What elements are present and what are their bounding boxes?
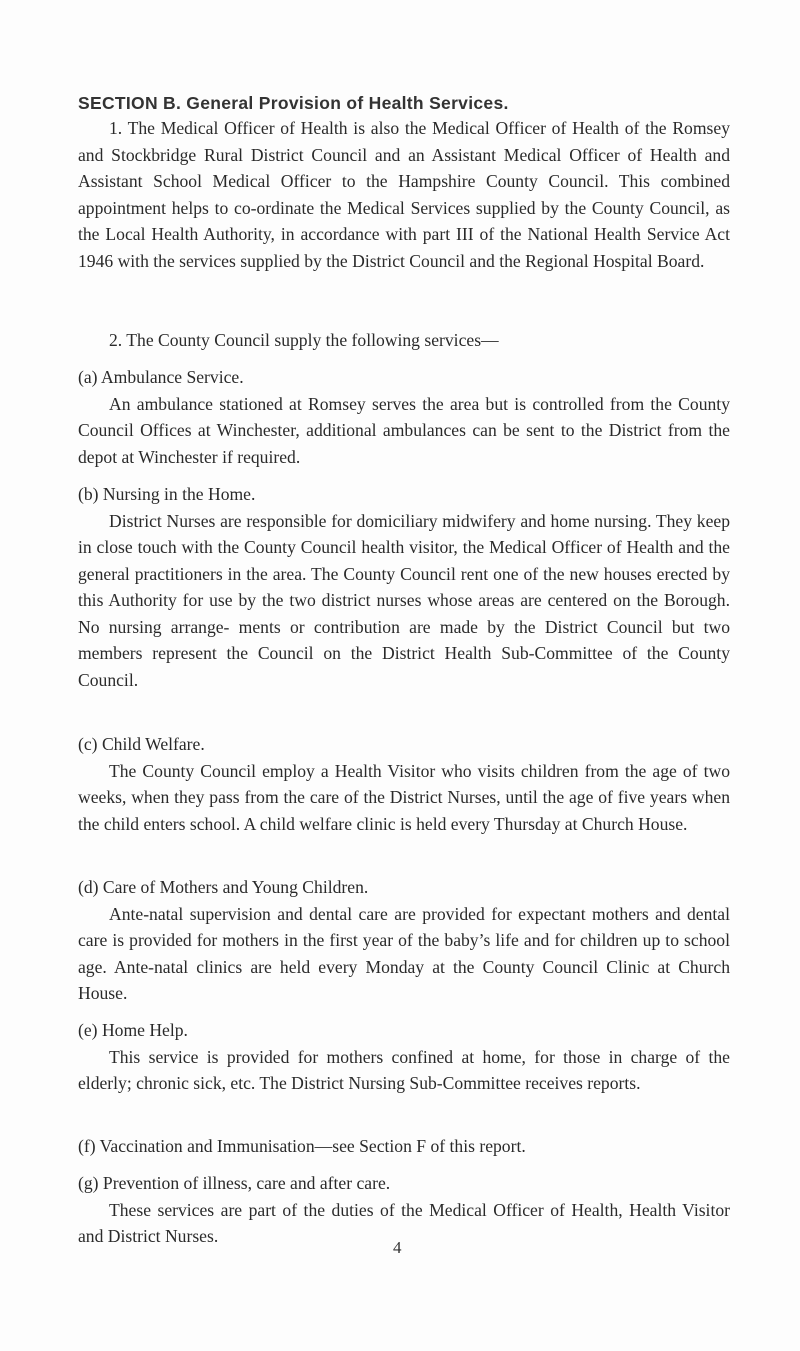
service-body: These services are part of the duties of the Medical Officer of Health, Health Visitor and District Nurses.	[78, 1199, 730, 1246]
service-label: (g)	[78, 1173, 99, 1193]
service-title: Prevention of illness, care and after care.	[102, 1173, 391, 1193]
service-heading	[78, 364, 730, 391]
service-vaccination	[78, 1133, 730, 1160]
service-heading	[78, 481, 730, 508]
page-number: 4	[393, 1238, 402, 1257]
service-label: (c)	[78, 734, 98, 754]
service-heading	[78, 1170, 730, 1197]
service-label: (e)	[78, 1020, 98, 1040]
service-title: Nursing in the Home.	[102, 484, 256, 504]
service-title: Ambulance Service.	[100, 367, 244, 387]
paragraph-2: 2. The County Council supply the following services—	[109, 330, 499, 350]
service-label: (f)	[78, 1136, 96, 1156]
service-label: (d)	[78, 877, 99, 897]
service-mothers-children	[78, 874, 730, 1007]
service-title: Child Welfare.	[101, 734, 205, 754]
service-body: District Nurses are responsible for domiciliary midwifery and home nursing. They keep in close touch with the County Council health visitor, the Medical Officer of Health and the general practitioners in the area. The County Council rent one of the new houses erected by this Authority for use by the two district nurses whose areas are centered on the Borough. No nursing arrange- ments or contribution are made by the District Council but two members represent the Council on the District Health Sub-Committee of the County Council.	[78, 510, 730, 690]
service-title: Vaccination and Immunisation—see Section F of this report.	[99, 1136, 526, 1156]
service-heading	[78, 731, 730, 758]
service-home-help	[78, 1017, 730, 1097]
service-label: (b)	[78, 484, 99, 504]
service-title: Care of Mothers and Young Children.	[102, 877, 369, 897]
service-heading	[78, 874, 730, 901]
section-heading: SECTION B. General Provision of Health Services.	[78, 93, 509, 113]
service-ambulance	[78, 364, 730, 470]
service-body: An ambulance stationed at Romsey serves the area but is controlled from the County Council Offices at Winchester, additional ambulances can be sent to the District from the depot at Winchester if required.	[78, 393, 730, 467]
service-body: Ante-natal supervision and dental care are provided for expectant mothers and dental care is provided for mothers in the first year of the baby’s life and for children up to school age. Ante-natal clinics are held every Monday at the County Council Clinic at Church House.	[78, 903, 730, 1003]
paragraph-1: 1. The Medical Officer of Health is also the Medical Officer of Health of the Romsey and Stockbridge Rural District Council and an Assistant Medical Officer of Health and Assistant School Medical Officer to the Hampshire County Council. This combined appointment helps to co-ordinate the Medical Services supplied by the County Council, as the Local Health Authority, in accordance with part III of the National Health Service Act 1946 with the services supplied by the District Council and the Regional Hospital Board.	[78, 118, 730, 271]
service-heading	[78, 1133, 730, 1160]
service-body: This service is provided for mothers confined at home, for those in charge of the elderly; chronic sick, etc. The District Nursing Sub-Committee receives reports.	[78, 1046, 730, 1093]
service-child-welfare	[78, 731, 730, 837]
service-title: Home Help.	[101, 1020, 188, 1040]
service-heading	[78, 1017, 730, 1044]
service-label: (a)	[78, 367, 98, 387]
service-body: The County Council employ a Health Visitor who visits children from the age of two weeks, when they pass from the care of the District Nurses, until the age of five years when the child enters school. A child welfare clinic is held every Thursday at Church House.	[78, 760, 730, 834]
service-nursing	[78, 481, 730, 693]
service-prevention	[78, 1170, 730, 1250]
